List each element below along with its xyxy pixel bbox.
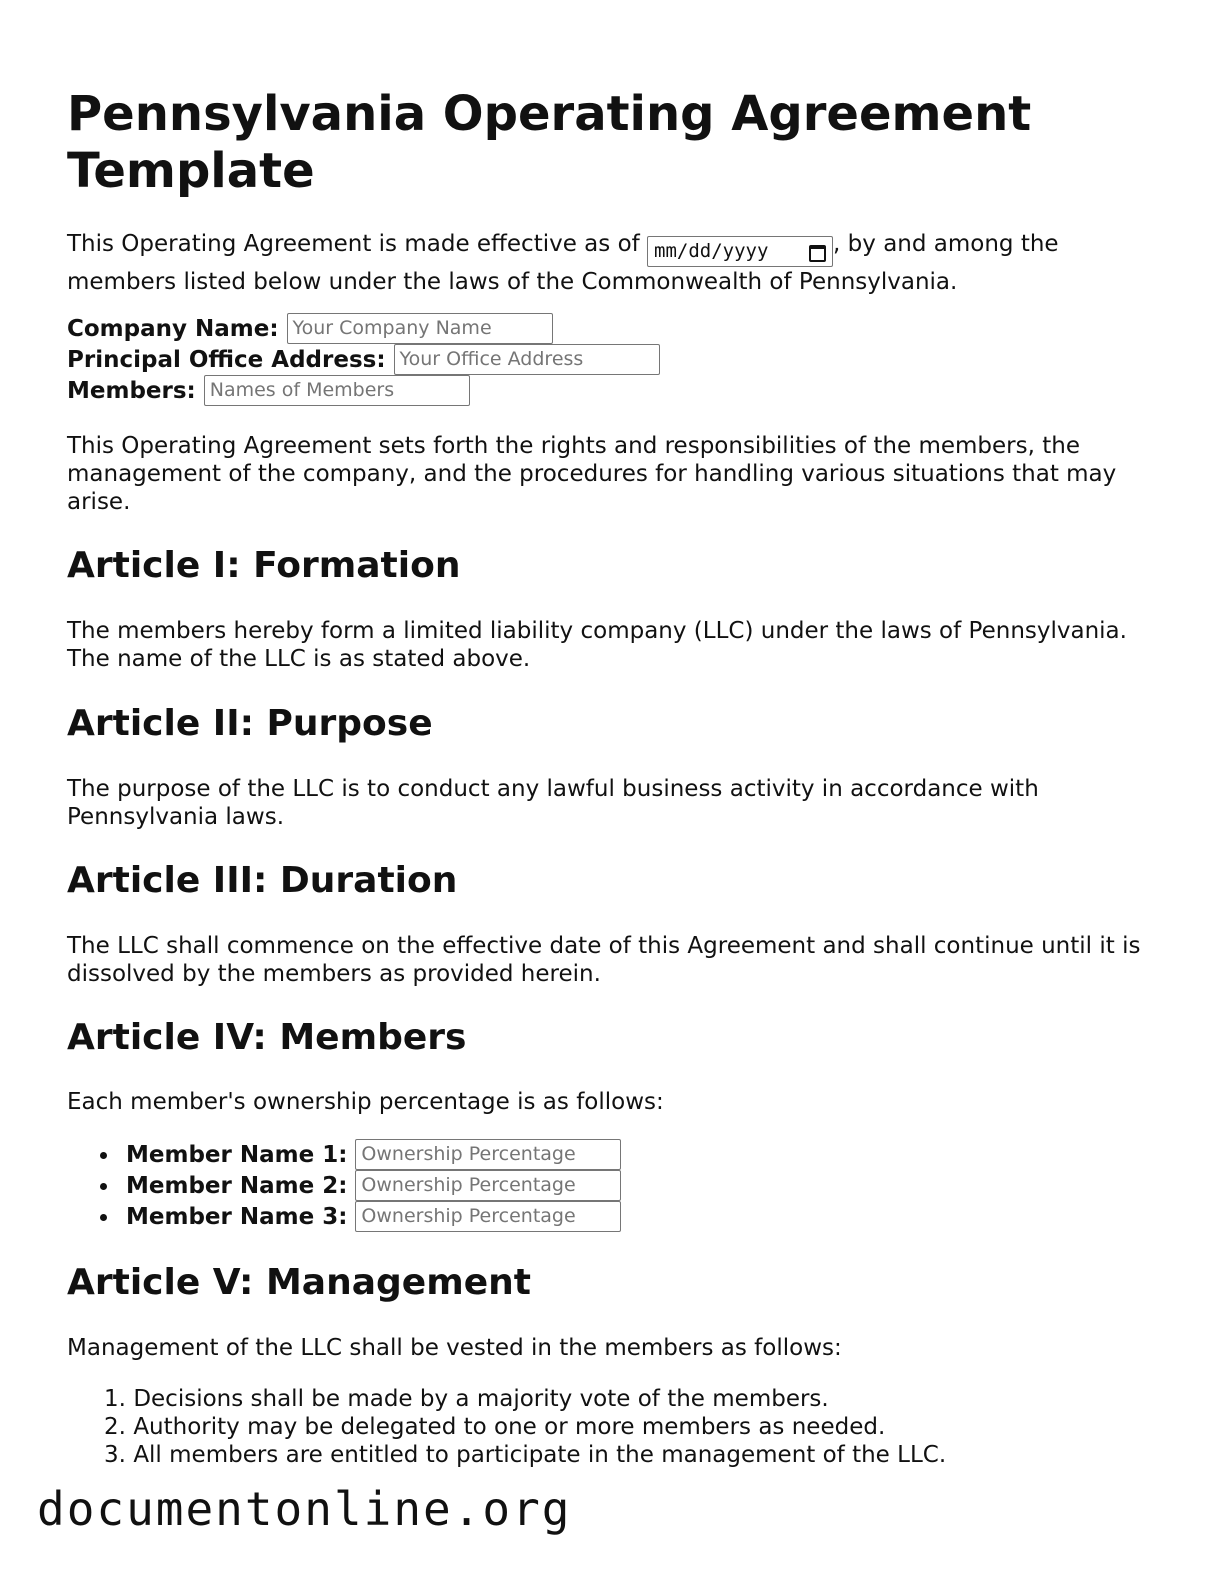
company-name-input[interactable]: Your Company Name: [287, 313, 553, 344]
list-item: [67, 1413, 946, 1441]
members-label: Members:: [67, 377, 196, 404]
ownership-percentage-input[interactable]: Ownership Percentage: [355, 1139, 621, 1170]
article-formation-text: The members hereby form a limited liability company (LLC) under the laws of Pennsylvania. The name of the LLC is as stated above.: [67, 618, 1127, 672]
article-purpose-heading: Article II: Purpose: [67, 703, 433, 744]
page-title: Pennsylvania Operating Agreement Template: [67, 86, 1032, 199]
list-text: Decisions shall be made by a majority vote of the members.: [133, 1386, 829, 1412]
article-purpose-text: The purpose of the LLC is to conduct any lawful business activity in accordance with Pennsylvania laws.: [67, 776, 1039, 830]
list-number: 2.: [104, 1414, 126, 1440]
list-item: [67, 1385, 946, 1413]
member-name-label: Member Name 1:: [126, 1141, 348, 1168]
member-name-label: Member Name 2:: [126, 1172, 348, 1199]
ownership-percentage-input[interactable]: Ownership Percentage: [355, 1170, 621, 1201]
article-duration-heading: Article III: Duration: [67, 860, 458, 901]
ownership-percentage-input[interactable]: Ownership Percentage: [355, 1201, 621, 1232]
article-members-heading: Article IV: Members: [67, 1017, 467, 1058]
company-fields: [67, 313, 1167, 406]
list-text: All members are entitled to participate in the management of the LLC.: [133, 1442, 947, 1468]
office-address-label: Principal Office Address:: [67, 346, 386, 373]
list-item: [126, 1170, 621, 1201]
list-item: [126, 1201, 621, 1232]
company-name-label: Company Name:: [67, 315, 279, 342]
intro-paragraph: [67, 229, 1167, 298]
members-input[interactable]: Names of Members: [204, 375, 470, 406]
effective-date-input[interactable]: [647, 236, 833, 267]
summary-paragraph: This Operating Agreement sets forth the rights and responsibilities of the members, the management of the company, and the procedures for handling various situations that may arise.: [67, 433, 1117, 515]
intro-text-before: This Operating Agreement is made effective as of: [67, 231, 648, 257]
member-name-label: Member Name 3:: [126, 1203, 348, 1230]
list-number: 3.: [104, 1442, 126, 1468]
date-placeholder: mm/dd/yyyy: [654, 240, 769, 262]
article-duration-text: The LLC shall commence on the effective date of this Agreement and shall continue until it is dissolved by the members as provided herein.: [67, 933, 1141, 987]
management-rules-list: [67, 1385, 946, 1469]
list-text: Authority may be delegated to one or more members as needed.: [133, 1414, 886, 1440]
list-item: [126, 1139, 621, 1170]
office-address-input[interactable]: Your Office Address: [394, 344, 660, 375]
article-formation-heading: Article I: Formation: [67, 545, 461, 586]
article-members-text: Each member's ownership percentage is as follows:: [67, 1089, 664, 1115]
office-address-row: [67, 344, 1167, 375]
company-name-row: [67, 313, 1167, 344]
member-ownership-list: [67, 1139, 621, 1232]
watermark: documentonline.org: [37, 1482, 572, 1536]
article-management-text: Management of the LLC shall be vested in the members as follows:: [67, 1335, 842, 1361]
list-item: [67, 1441, 946, 1469]
article-management-heading: Article V: Management: [67, 1262, 531, 1303]
list-number: 1.: [104, 1386, 126, 1412]
calendar-icon[interactable]: [809, 245, 826, 262]
members-row: [67, 375, 1167, 406]
intro-text-after: , by and among the members listed below under the laws of the Commonwealth of Pennsylvania.: [67, 231, 1059, 295]
